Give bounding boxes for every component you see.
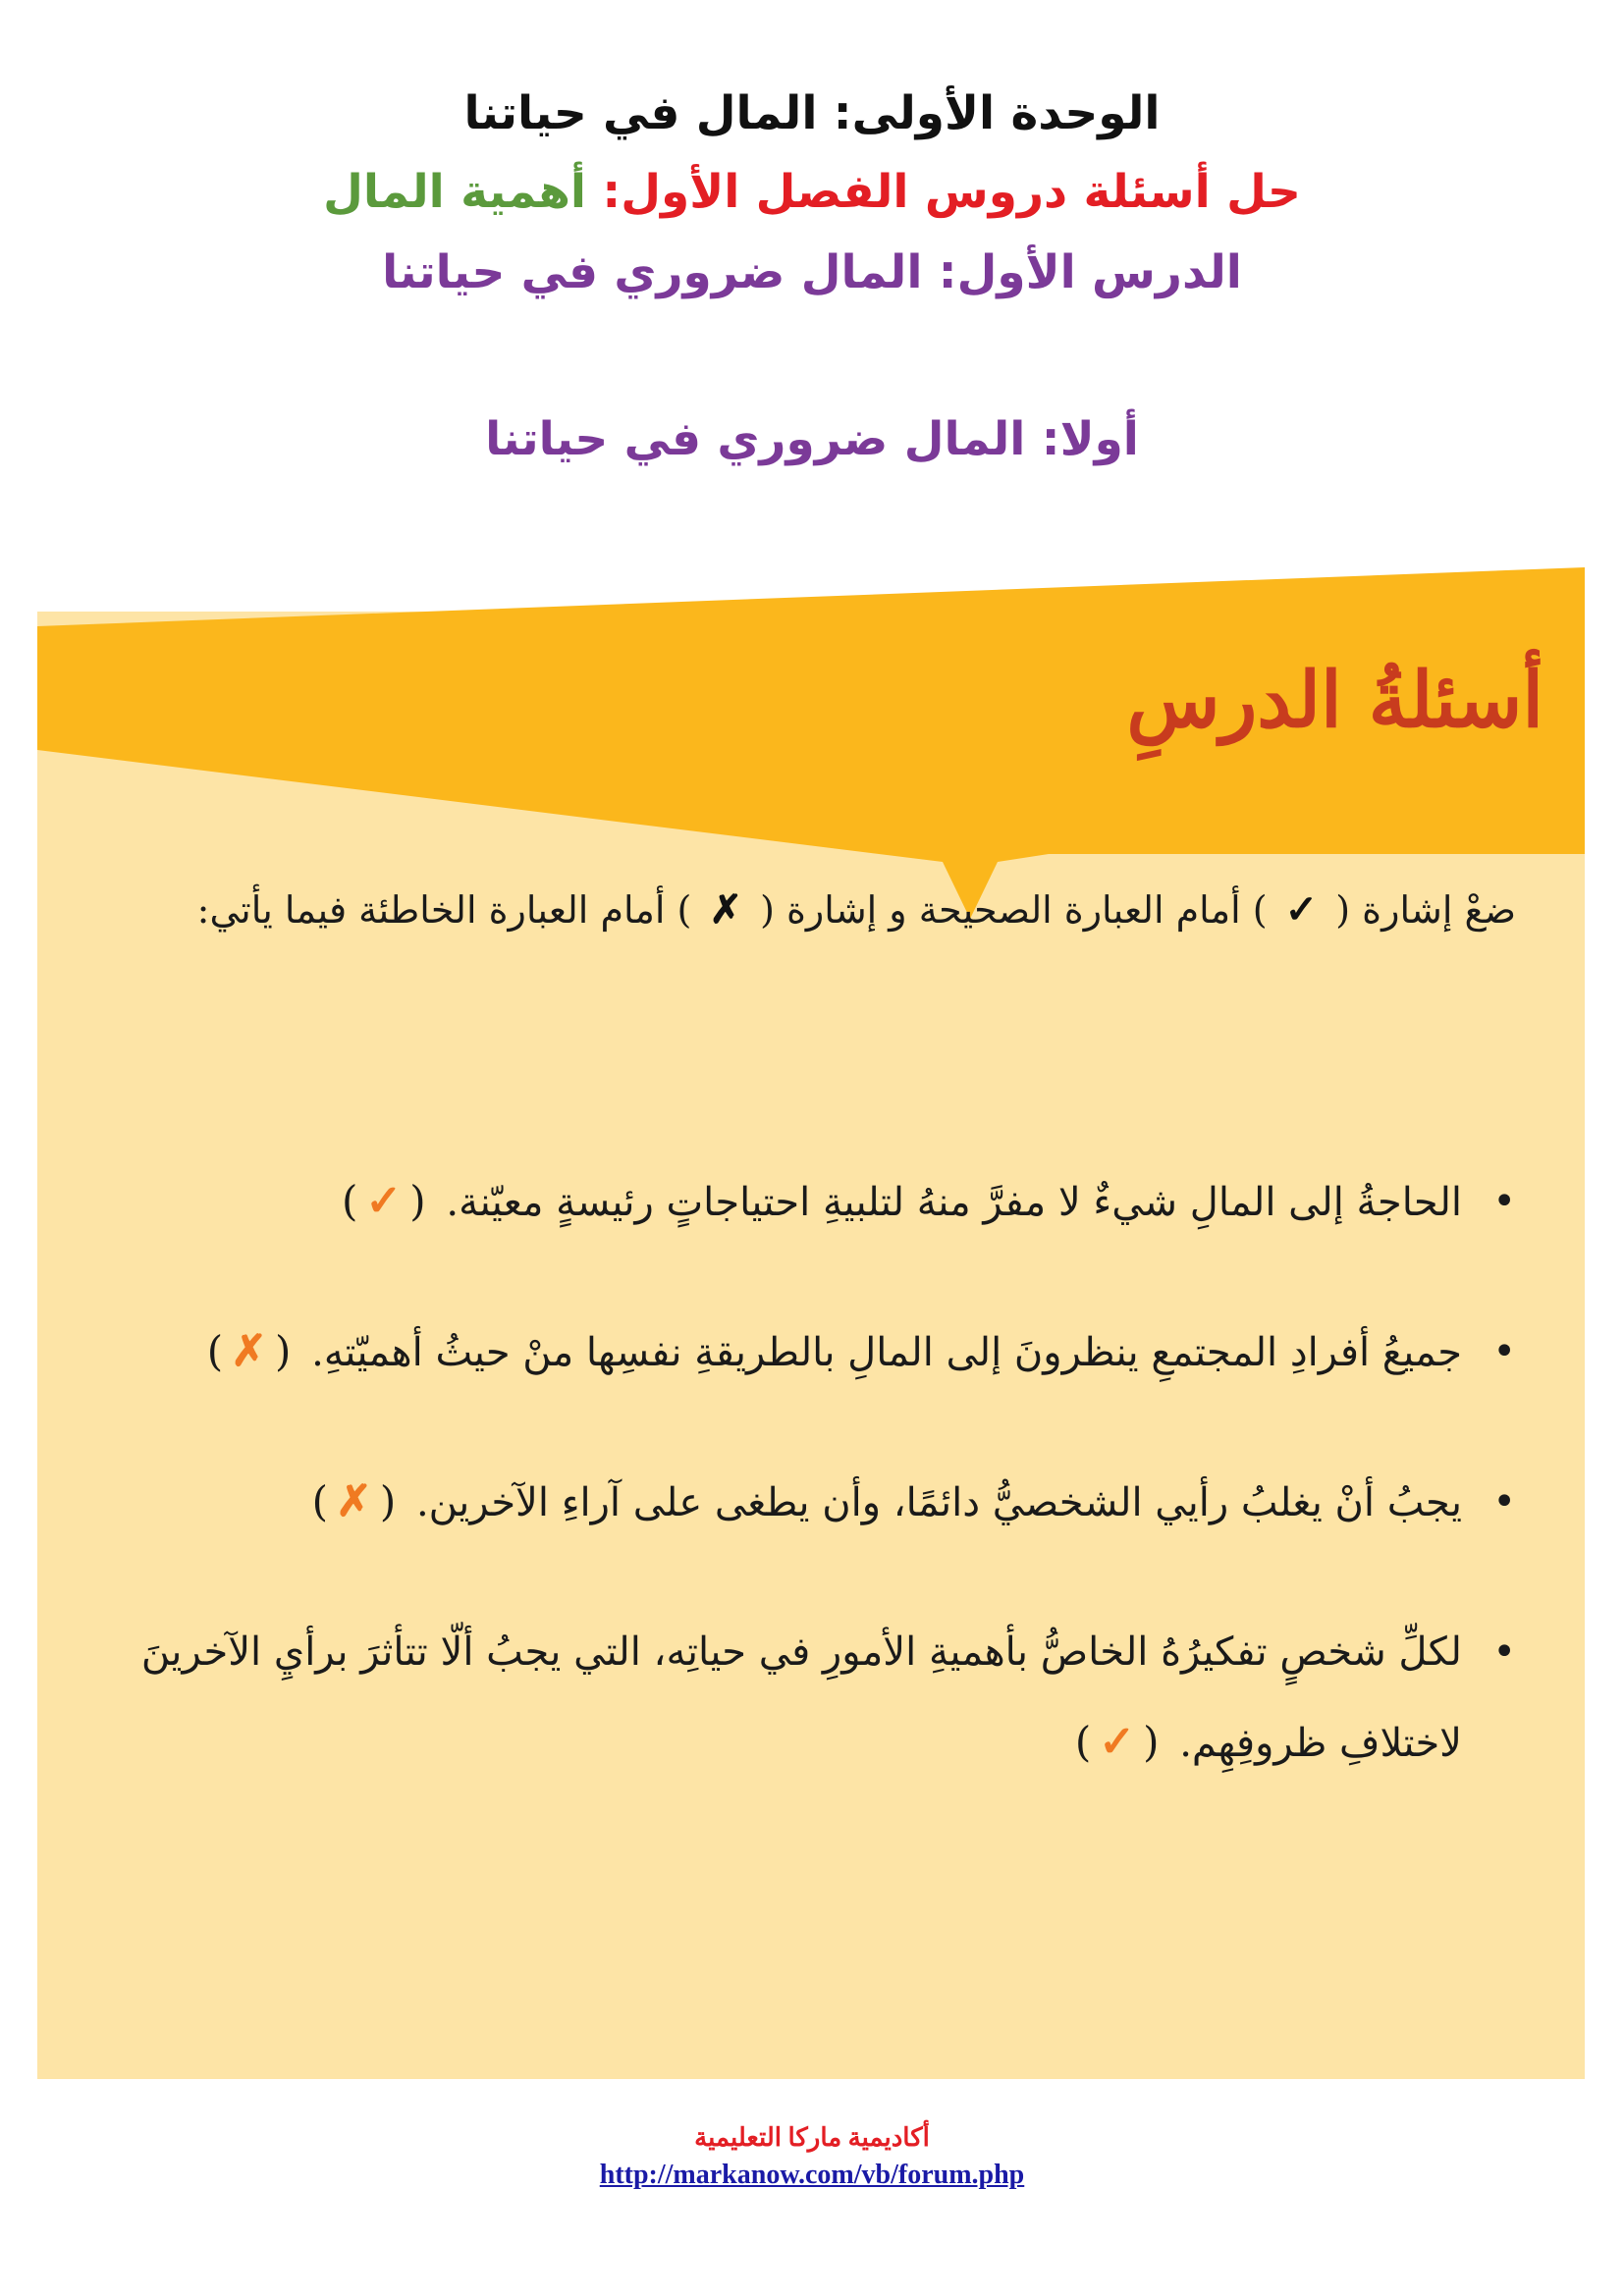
instruction-part-2: ) أمام العبارة الصحيحة و إشارة ( (760, 888, 1268, 932)
answer-box: (✓) (1074, 1717, 1160, 1767)
chapter-prefix: حل أسئلة دروس الفصل الأول: (602, 165, 1301, 219)
lesson-questions-panel (37, 567, 1585, 2079)
list-item (33, 1156, 1516, 1248)
cross-icon: ✗ (709, 886, 742, 933)
answer-box: (✗) (206, 1326, 292, 1376)
instruction-part-1: ضعْ إشارة ( (1335, 888, 1516, 932)
lesson-title: الدرس الأول: المال ضروري في حياتنا (382, 245, 1242, 299)
chapter-title (0, 165, 1624, 220)
statement-text: الحاجةُ إلى المالِ شيءٌ لا مفرَّ منهُ لتلبيةِ احتياجاتٍ رئيسةٍ معيّنة. (446, 1180, 1462, 1225)
footer-link[interactable]: http://markanow.com/vb/forum.php (599, 2160, 1025, 2190)
answer-cross-icon: ✗ (231, 1326, 268, 1376)
panel-title: أسئلةُ الدرسِ (1126, 656, 1543, 745)
bullet-icon: • (1492, 1179, 1516, 1224)
section-title: أولا: المال ضروري في حياتنا (485, 412, 1139, 466)
list-item (33, 1457, 1516, 1548)
bullet-icon: • (1492, 1479, 1516, 1524)
unit-title: الوحدة الأولى: المال في حياتنا (463, 86, 1161, 140)
footer-academy-name: أكاديمية ماركا التعليمية (694, 2123, 930, 2152)
answer-cross-icon: ✗ (335, 1476, 372, 1526)
answer-check-icon: ✓ (1099, 1717, 1136, 1767)
list-item (33, 1307, 1516, 1398)
check-icon: ✓ (1284, 886, 1319, 933)
answer-box: (✓) (342, 1176, 426, 1226)
statement-text: جميعُ أفرادِ المجتمعِ ينظرونَ إلى المالِ بالطريقةِ نفسِها منْ حيثُ أهميّتهِ. (311, 1330, 1462, 1375)
list-item (33, 1607, 1516, 1789)
statement-list (33, 1156, 1516, 1847)
instruction-part-3: ) أمام العبارة الخاطئة فيما يأتي: (196, 888, 692, 932)
answer-box: (✗) (311, 1476, 397, 1526)
statement-text: لكلِّ شخصٍ تفكيرُهُ الخاصُّ بأهميةِ الأمورِ في حياتِه، التي يجبُ ألّا تتأثرَ برأيِ الآخرينَ لاختلافِ ظروفِهِم. (140, 1629, 1462, 1766)
bullet-icon: • (1492, 1629, 1516, 1675)
answer-check-icon: ✓ (365, 1176, 403, 1226)
statement-text: يجبُ أنْ يغلبُ رأيي الشخصيُّ دائمًا، وأن يطغى على آراءِ الآخرين. (415, 1480, 1462, 1525)
instruction-text (53, 886, 1516, 933)
chapter-name: أهمية المال (323, 165, 587, 219)
bullet-icon: • (1492, 1329, 1516, 1374)
